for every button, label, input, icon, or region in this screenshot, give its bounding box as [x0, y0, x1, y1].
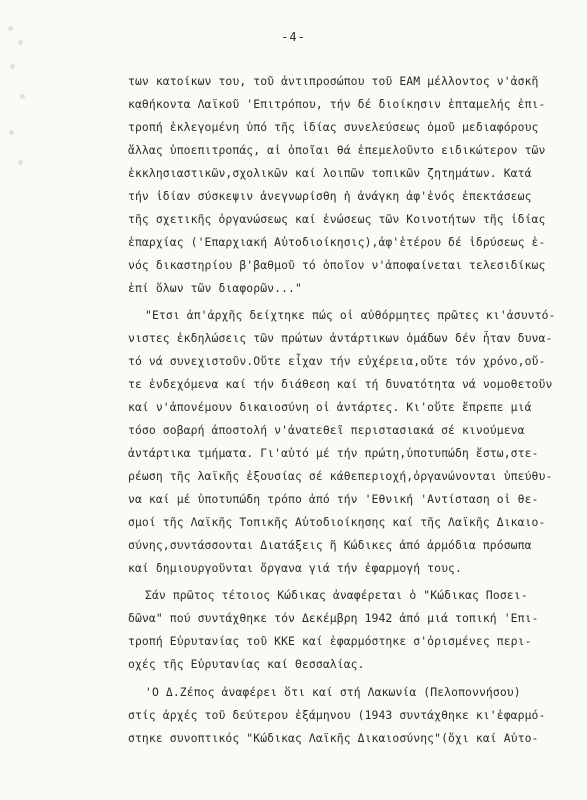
- text-line: να καί μέ ὑποτυπώδη τρόπο ἀπό τήν 'Εθνική 'Αντίσταση οἱ θε-: [128, 492, 539, 506]
- text-line: ἐπαρχίας ('Επαρχιακή Αὐτοδιοίκησις),ἀφ'ἑτέρου δέ ἱδρύσεως ἑ-: [128, 235, 546, 249]
- text-line: καί δημιουργοῦνται ὄργανα γιά τήν ἐφαρμογή τους.: [128, 561, 462, 575]
- text-line: τήν ἰδίαν σύσκεψιν ἀνεγνωρίσθη ἡ ἀνάγκη ἀφ'ἑνός ἐπεκτάσεως: [128, 189, 532, 203]
- text-line: 'Ο Δ.Ζέπος ἀναφέρει ὅτι καί στή Λακωνία (Πελοποννήσου): [145, 685, 521, 699]
- text-line: τῆς σχετικῆς ὀργανώσεως καί ἑνώσεως τῶν Κοινοτήτων τῆς ἰδίας: [128, 212, 546, 226]
- text-line: ἀντάρτικα τμήματα. Γι'αὐτό μέ τήν πρώτη,ὑποτυπώδη ἔστω,στε-: [128, 446, 539, 460]
- page-number: -4-: [281, 30, 306, 44]
- text-line: τροπή Εὐρυτανίας τοῦ ΚΚΕ καί ἐφαρμόστηκε σ'ὁρισμένες περι-: [128, 634, 532, 648]
- text-line: ἄλλας ὑποεπιτροπάς, αἱ ὁποῖαι θά ἐπεμελοῦντο ειδικώτερον τῶν: [128, 143, 546, 157]
- text-line: σμοί τῆς Λαϊκῆς Τοπικῆς Αὐτοδιοίκησης καί τῆς Λαϊκῆς Δικαιο-: [128, 515, 546, 529]
- text-line: νιστες ἐκδηλώσεις τῶν πρώτων ἀντάρτικων ὁμάδων δέν ἦταν δυνα-: [128, 331, 553, 345]
- text-line: "Ετσι ἀπ'ἀρχῆς δείχτηκε πώς οἱ αὐθόρμητες πρῶτες κι'ἀσυντό-: [145, 308, 556, 322]
- text-line: καί ν'ἀπονέμουν δικαιοσύνη οἱ ἀντάρτες. Κι'οὔτε ἔπρεπε μιά: [128, 400, 532, 414]
- text-line: ἐπί ὅλων τῶν διαφορῶν...": [128, 281, 302, 295]
- text-line: οχές τῆς Εὐρυτανίας καί Θεσσαλίας.: [128, 657, 365, 671]
- text-line: ρέωση τῆς λαϊκῆς ἐξουσίας σέ κάθεπεριοχή,ὀργανώνονται ὑπεύθυ-: [128, 469, 553, 483]
- text-line: καθήκοντα Λαϊκοῦ 'Επιτρόπου, τήν δέ διοίκησιν ἐπταμελής ἐπι-: [128, 97, 546, 111]
- text-line: ἐκκλησιαστικῶν,σχολικῶν καί λοιπῶν τοπικῶν ζητημάτων. Κατά: [128, 166, 532, 180]
- text-line: δῶνα" πού συντάχθηκε τόν Δεκέμβρη 1942 ἀπό μιά τοπική 'Επι-: [128, 611, 539, 625]
- text-line: Σάν πρῶτος τέτοιος Κώδικας ἀναφέρεται ὁ "Κώδικας Ποσει-: [145, 588, 528, 602]
- text-line: στηκε συνοπτικός "Κώδικας Λαϊκῆς Δικαιοσύνης"(ὄχι καί Αὐτο-: [128, 731, 539, 745]
- text-line: νός δικαστηρίου β'βαθμοῦ τό ὁποῖον ν'ἀποφαίνεται τελεσιδίκως: [128, 258, 546, 272]
- text-line: στίς ἀρχές τοῦ δεύτερου ἑξάμηνου (1943 συντάχθηκε κι'ἐφαρμό-: [128, 708, 546, 722]
- text-line: τό νά συνεχιστοῦν.Οὔτε εἶχαν τήν εὐχέρεια,οὔτε τόν χρόνο,οὔ-: [128, 354, 546, 368]
- text-line: σύνης,συντάσσονται Διατάξεις ἤ Κώδικες ἀπό ἁρμόδια πρόσωπα: [128, 538, 532, 552]
- text-line: των κατοίκων του, τοῦ ἀντιπροσώπου τοῦ ΕΑΜ μέλλοντος ν'ἀσκῆ: [128, 74, 539, 88]
- text-line: τροπή ἐκλεγομένη ὑπό τῆς ἰδίας συνελεύσεως ὁμοῦ μεδιαφόρους: [128, 120, 539, 134]
- text-line: τόσο σοβαρή ἀποστολή ν'ἀνατεθεῖ περιστασιακά σέ κινούμενα: [128, 423, 525, 437]
- text-line: τε ἐνδεχόμενα καί τήν διάθεση καί τή δυνατότητα νά νομοθετοῦν: [128, 377, 553, 391]
